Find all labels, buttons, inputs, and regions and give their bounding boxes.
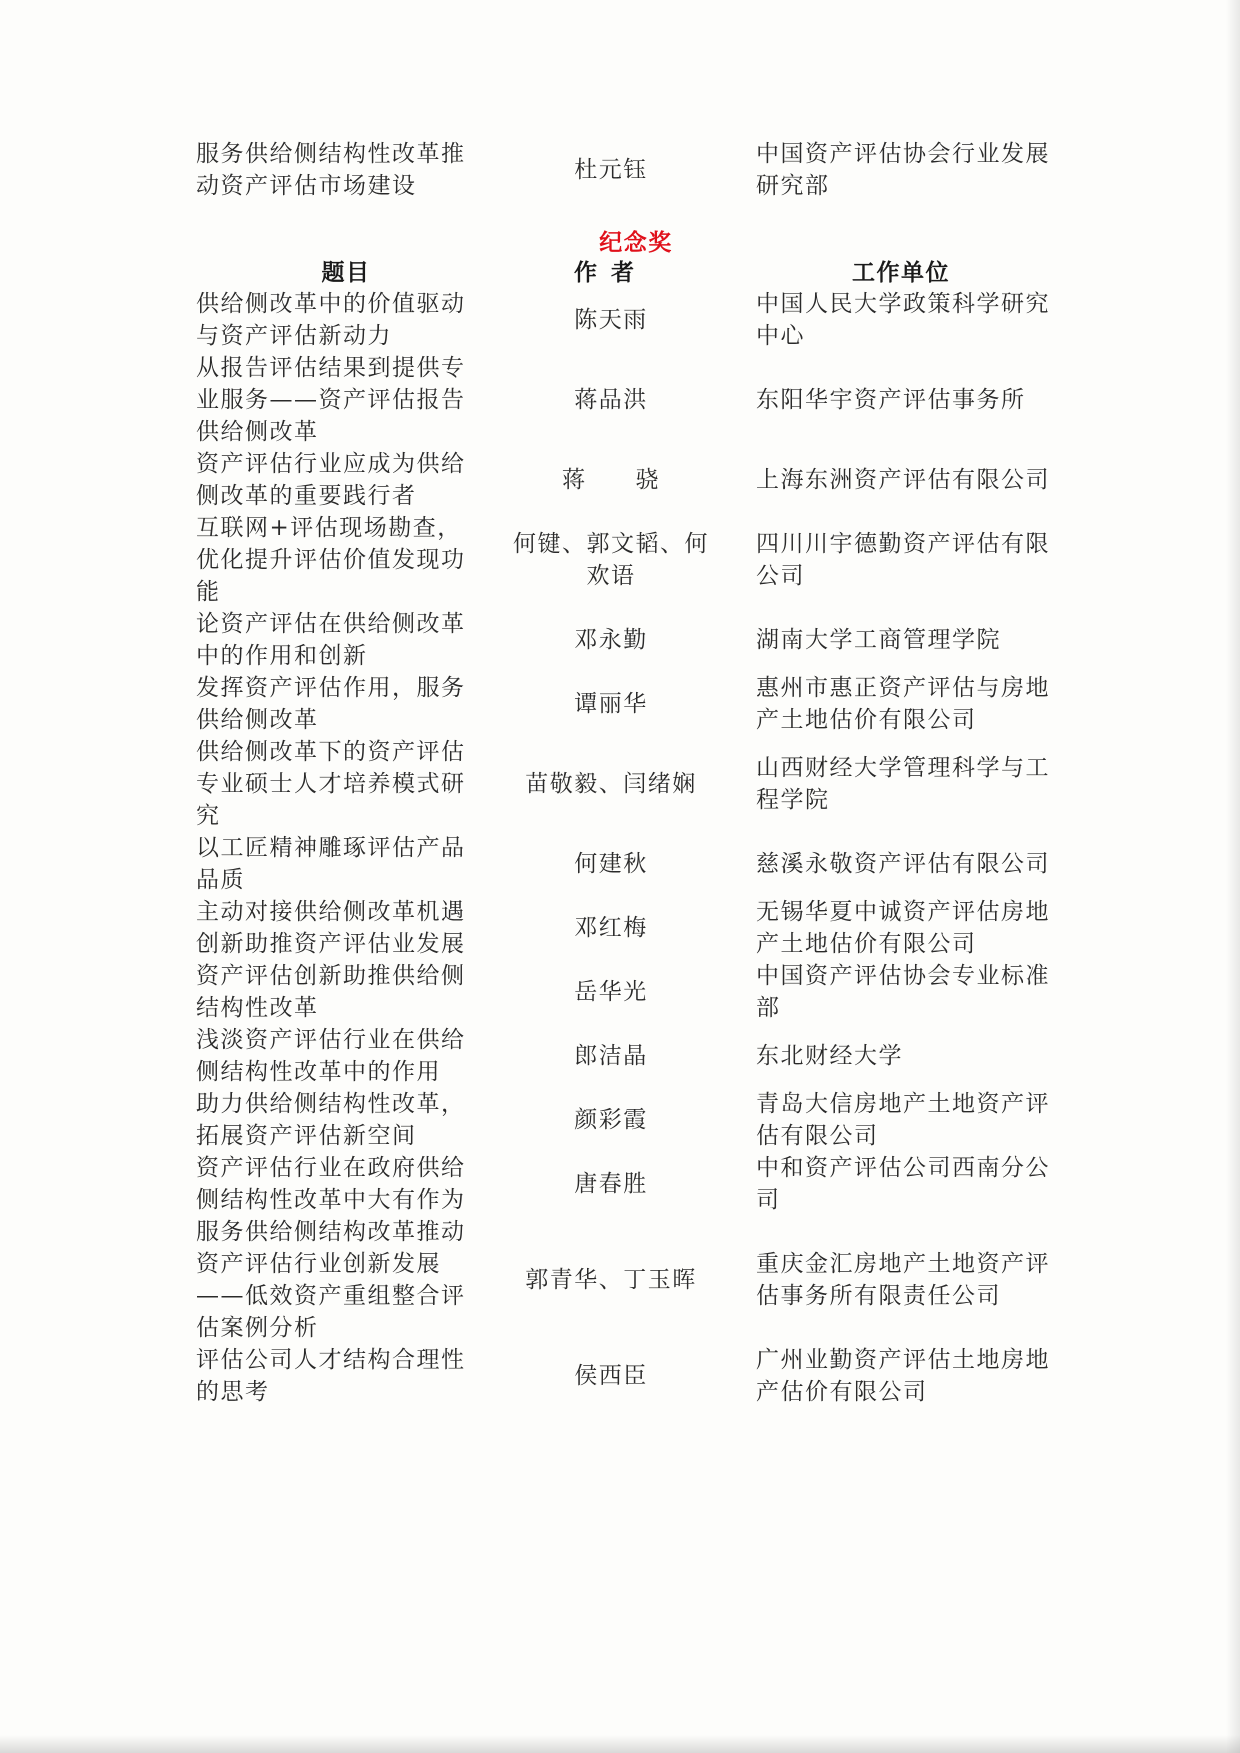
work-unit: 四川川宇德勤资产评估有限公司 [756, 531, 1050, 589]
table-row [196, 288, 1076, 352]
paper-title: 发挥资产评估作用，服务供给侧改革 [196, 675, 466, 733]
author-name: 邓红梅 [574, 915, 648, 941]
table-row [196, 896, 1076, 960]
work-unit: 中国资产评估协会专业标准部 [756, 963, 1050, 1021]
award-table [196, 138, 1076, 1408]
table-row [196, 512, 1076, 608]
work-unit: 中和资产评估公司西南分公司 [756, 1155, 1050, 1213]
table-row [196, 448, 1076, 512]
author-name: 蒋 骁 [562, 467, 660, 493]
section-heading-row [196, 202, 1076, 258]
author-name: 何键、郭文韬、何欢语 [513, 531, 709, 589]
author-name: 郭青华、丁玉晖 [525, 1267, 697, 1293]
table-row [196, 608, 1076, 672]
table-row [196, 1216, 1076, 1344]
paper-title: 从报告评估结果到提供专业服务——资产评估报告供给侧改革 [196, 355, 466, 445]
paper-title: 资产评估行业应成为供给侧改革的重要践行者 [196, 451, 466, 509]
author-name: 何建秋 [574, 851, 648, 877]
table-row [196, 736, 1076, 832]
work-unit: 无锡华夏中诚资产评估房地产土地估价有限公司 [756, 899, 1050, 957]
table-row [196, 832, 1076, 896]
author-name: 侯西臣 [574, 1363, 648, 1389]
paper-title: 助力供给侧结构性改革，拓展资产评估新空间 [196, 1091, 466, 1149]
paper-title: 评估公司人才结构合理性的思考 [196, 1347, 466, 1405]
scan-edge [1226, 0, 1240, 1753]
author-name: 岳华光 [574, 979, 648, 1005]
author-name: 杜元钰 [574, 157, 648, 183]
paper-title: 浅淡资产评估行业在供给侧结构性改革中的作用 [196, 1027, 466, 1085]
table-row [196, 138, 1076, 202]
table-row [196, 672, 1076, 736]
paper-title: 主动对接供给侧改革机遇创新助推资产评估业发展 [196, 899, 466, 957]
author-name: 唐春胜 [574, 1171, 648, 1197]
work-unit: 上海东洲资产评估有限公司 [756, 467, 1050, 493]
paper-title: 互联网+评估现场勘查，优化提升评估价值发现功能 [196, 515, 466, 605]
section-title: 纪念奖 [599, 230, 673, 256]
work-unit: 青岛大信房地产土地资产评估有限公司 [756, 1091, 1050, 1149]
header-unit: 工作单位 [852, 260, 950, 286]
author-name: 蒋品洪 [574, 387, 648, 413]
paper-title: 服务供给侧结构改革推动资产评估行业创新发展——低效资产重组整合评估案例分析 [196, 1219, 466, 1341]
paper-title: 资产评估行业在政府供给侧结构性改革中大有作为 [196, 1155, 466, 1213]
paper-title: 论资产评估在供给侧改革中的作用和创新 [196, 611, 466, 669]
header-title: 题目 [321, 260, 371, 286]
table-row [196, 352, 1076, 448]
paper-title: 供给侧改革中的价值驱动与资产评估新动力 [196, 291, 466, 349]
work-unit: 湖南大学工商管理学院 [756, 627, 1001, 653]
paper-title: 服务供给侧结构性改革推动资产评估市场建设 [196, 141, 466, 199]
work-unit: 重庆金汇房地产土地资产评估事务所有限责任公司 [756, 1251, 1050, 1309]
author-name: 谭丽华 [574, 691, 648, 717]
work-unit: 中国人民大学政策科学研究中心 [756, 291, 1050, 349]
author-name: 郎洁晶 [574, 1043, 648, 1069]
table-row [196, 1088, 1076, 1152]
table-row [196, 1024, 1076, 1088]
paper-title: 供给侧改革下的资产评估专业硕士人才培养模式研究 [196, 739, 466, 829]
author-name: 苗敬毅、闫绪娴 [525, 771, 697, 797]
work-unit: 山西财经大学管理科学与工程学院 [756, 755, 1050, 813]
table-row [196, 1152, 1076, 1216]
work-unit: 广州业勤资产评估土地房地产估价有限公司 [756, 1347, 1050, 1405]
author-name: 颜彩霞 [574, 1107, 648, 1133]
table-row [196, 960, 1076, 1024]
work-unit: 东阳华宇资产评估事务所 [756, 387, 1026, 413]
author-name: 邓永勤 [574, 627, 648, 653]
work-unit: 中国资产评估协会行业发展研究部 [756, 141, 1050, 199]
work-unit: 慈溪永敬资产评估有限公司 [756, 851, 1050, 877]
scan-edge [0, 1735, 1240, 1753]
paper-title: 以工匠精神雕琢评估产品品质 [196, 835, 466, 893]
work-unit: 惠州市惠正资产评估与房地产土地估价有限公司 [756, 675, 1050, 733]
work-unit: 东北财经大学 [756, 1043, 903, 1069]
author-name: 陈天雨 [574, 307, 648, 333]
table-row [196, 1344, 1076, 1408]
column-header-row [196, 258, 1076, 288]
header-author: 作者 [574, 260, 648, 286]
paper-title: 资产评估创新助推供给侧结构性改革 [196, 963, 466, 1021]
